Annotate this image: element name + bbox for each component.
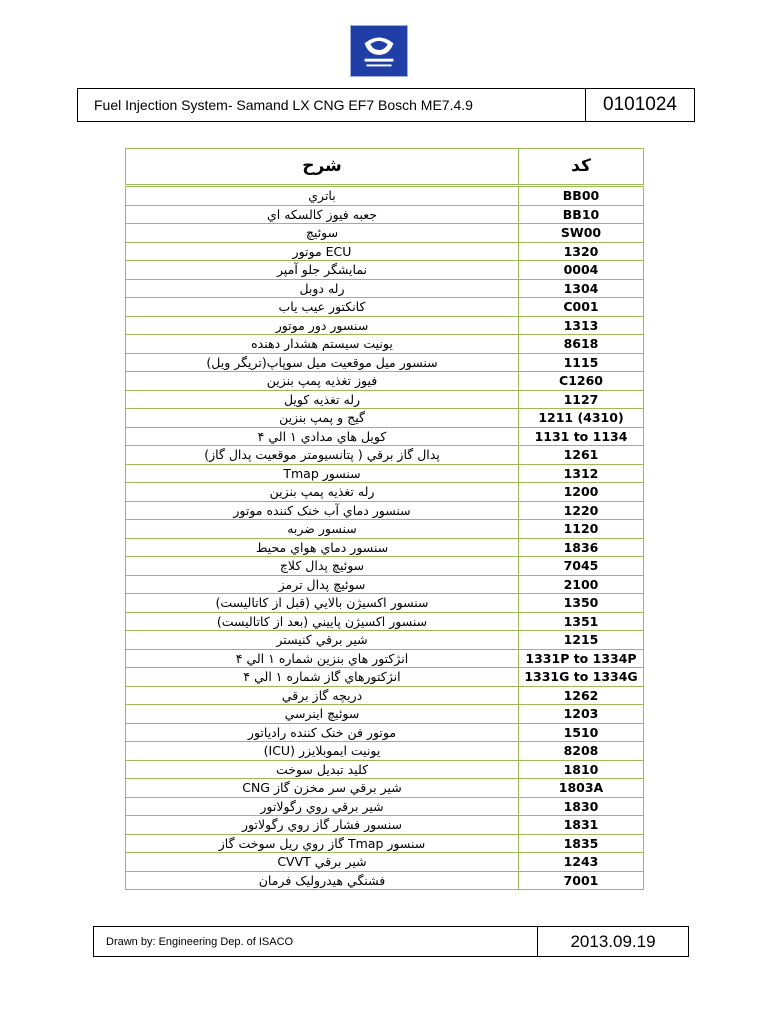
row-description: شير برقي کنيستر — [126, 631, 519, 650]
table-row — [126, 686, 644, 705]
row-code: 7001 — [519, 871, 644, 890]
row-description: سنسور دور موتور — [126, 316, 519, 335]
document-header — [77, 88, 695, 122]
row-code: 1120 — [519, 520, 644, 539]
row-code: 1331G to 1334G — [519, 668, 644, 687]
table-row — [126, 649, 644, 668]
row-code: 1115 — [519, 353, 644, 372]
table-row — [126, 446, 644, 465]
row-description: سنسور ضربه — [126, 520, 519, 539]
row-code: C1260 — [519, 372, 644, 391]
row-description: رله دوبل — [126, 279, 519, 298]
row-description: شير برقي CVVT — [126, 853, 519, 872]
document-title: Fuel Injection System- Samand LX CNG EF7 Bosch ME7.4.9 — [78, 89, 586, 121]
table-row — [126, 224, 644, 243]
column-header-code: کد — [519, 149, 644, 186]
row-code: 8208 — [519, 742, 644, 761]
table-row — [126, 760, 644, 779]
row-description: باتري — [126, 186, 519, 206]
row-description: سوئيچ اينرسي — [126, 705, 519, 724]
row-description: کويل هاي مدادي ۱ الي ۴ — [126, 427, 519, 446]
drawn-by-label: Drawn by: Engineering Dep. of ISACO — [94, 927, 538, 956]
table-row — [126, 538, 644, 557]
table-row — [126, 501, 644, 520]
row-code: 1220 — [519, 501, 644, 520]
table-header-row — [126, 149, 644, 186]
column-header-description: شرح — [126, 149, 519, 186]
row-code: 7045 — [519, 557, 644, 576]
table-row — [126, 779, 644, 798]
table-row — [126, 612, 644, 631]
table-row — [126, 575, 644, 594]
table-row — [126, 816, 644, 835]
row-description: رله تغذيه کويل — [126, 390, 519, 409]
row-code: 8618 — [519, 335, 644, 354]
table-row — [126, 335, 644, 354]
isaco-logo-icon — [350, 25, 408, 77]
row-description: سنسور ميل موقعيت ميل سوپاپ(تريگر ويل) — [126, 353, 519, 372]
table-row — [126, 186, 644, 206]
row-description: جعبه فيوز کالسکه اي — [126, 205, 519, 224]
row-description: فيوز تغذيه پمپ بنزين — [126, 372, 519, 391]
row-code: 1211 (4310) — [519, 409, 644, 428]
table-row — [126, 705, 644, 724]
row-description: دريچه گاز برقي — [126, 686, 519, 705]
row-description: سوئيچ — [126, 224, 519, 243]
row-description: سنسور دماي هواي محيط — [126, 538, 519, 557]
row-code: 1835 — [519, 834, 644, 853]
table-row — [126, 298, 644, 317]
table-row — [126, 464, 644, 483]
component-table — [125, 148, 641, 890]
row-code: 1200 — [519, 483, 644, 502]
table-row — [126, 483, 644, 502]
row-code: 1261 — [519, 446, 644, 465]
table-row — [126, 261, 644, 280]
table-row — [126, 353, 644, 372]
table-row — [126, 372, 644, 391]
row-description: کليد تبديل سوخت — [126, 760, 519, 779]
row-description: سنسور اکسيژن پاييني (بعد از کاتاليست) — [126, 612, 519, 631]
row-code: BB10 — [519, 205, 644, 224]
row-code: BB00 — [519, 186, 644, 206]
row-description: کانکتور عيب ياب — [126, 298, 519, 317]
row-code: 1320 — [519, 242, 644, 261]
row-code: 2100 — [519, 575, 644, 594]
table-row — [126, 797, 644, 816]
row-description: گيج و پمپ بنزين — [126, 409, 519, 428]
row-description: يونيت ايموبلايزر (ICU) — [126, 742, 519, 761]
table-row — [126, 871, 644, 890]
table-row — [126, 594, 644, 613]
row-code: 1810 — [519, 760, 644, 779]
row-code: 1350 — [519, 594, 644, 613]
document-date: 2013.09.19 — [570, 931, 656, 951]
row-description: شير برقي روي رگولاتور — [126, 797, 519, 816]
table-row — [126, 390, 644, 409]
table-row — [126, 668, 644, 687]
table-row — [126, 409, 644, 428]
row-description: سوئيچ پدال ترمز — [126, 575, 519, 594]
row-description: پدال گاز برقي ( پتانسيومتر موقعيت پدال گاز) — [126, 446, 519, 465]
row-code: 0004 — [519, 261, 644, 280]
document-code: 0101024 — [603, 94, 677, 115]
row-code: 1304 — [519, 279, 644, 298]
row-description: رله تغذيه پمپ بنزين — [126, 483, 519, 502]
row-code: 1830 — [519, 797, 644, 816]
row-code: 1836 — [519, 538, 644, 557]
row-code: 1243 — [519, 853, 644, 872]
table-row — [126, 557, 644, 576]
row-description: سنسور فشار گاز روي رگولاتور — [126, 816, 519, 835]
row-description: فشنگي هيدروليک فرمان — [126, 871, 519, 890]
row-description: ECU موتور — [126, 242, 519, 261]
row-code: 1331P to 1334P — [519, 649, 644, 668]
row-code: SW00 — [519, 224, 644, 243]
row-code: 1313 — [519, 316, 644, 335]
row-description: سنسور Tmap گاز روي ريل سوخت گاز — [126, 834, 519, 853]
row-code: 1203 — [519, 705, 644, 724]
table-row — [126, 742, 644, 761]
row-description: سنسور اکسيژن بالايي (قبل از کاتاليست) — [126, 594, 519, 613]
table-row — [126, 242, 644, 261]
row-description: انژکتور هاي بنزين شماره ۱ الي ۴ — [126, 649, 519, 668]
table-row — [126, 205, 644, 224]
row-code: 1831 — [519, 816, 644, 835]
row-description: انژکتورهاي گاز شماره ۱ الي ۴ — [126, 668, 519, 687]
row-description: شير برقي سر مخزن گاز CNG — [126, 779, 519, 798]
row-code: 1131 to 1134 — [519, 427, 644, 446]
row-code: C001 — [519, 298, 644, 317]
table-row — [126, 853, 644, 872]
row-code: 1262 — [519, 686, 644, 705]
table-row — [126, 723, 644, 742]
row-description: يونيت سيستم هشدار دهنده — [126, 335, 519, 354]
row-code: 1351 — [519, 612, 644, 631]
row-code: 1803A — [519, 779, 644, 798]
table-row — [126, 520, 644, 539]
row-code: 1312 — [519, 464, 644, 483]
table-row — [126, 279, 644, 298]
row-code: 1127 — [519, 390, 644, 409]
row-description: سنسور دماي آب خنک کننده موتور — [126, 501, 519, 520]
document-footer — [93, 926, 689, 957]
row-code: 1215 — [519, 631, 644, 650]
row-code: 1510 — [519, 723, 644, 742]
row-description: سوئيچ پدال کلاچ — [126, 557, 519, 576]
table-row — [126, 631, 644, 650]
table-row — [126, 834, 644, 853]
row-description: نمايشگر جلو آمپر — [126, 261, 519, 280]
row-description: سنسور Tmap — [126, 464, 519, 483]
table-row — [126, 427, 644, 446]
row-description: موتور فن خنک کننده رادياتور — [126, 723, 519, 742]
table-row — [126, 316, 644, 335]
